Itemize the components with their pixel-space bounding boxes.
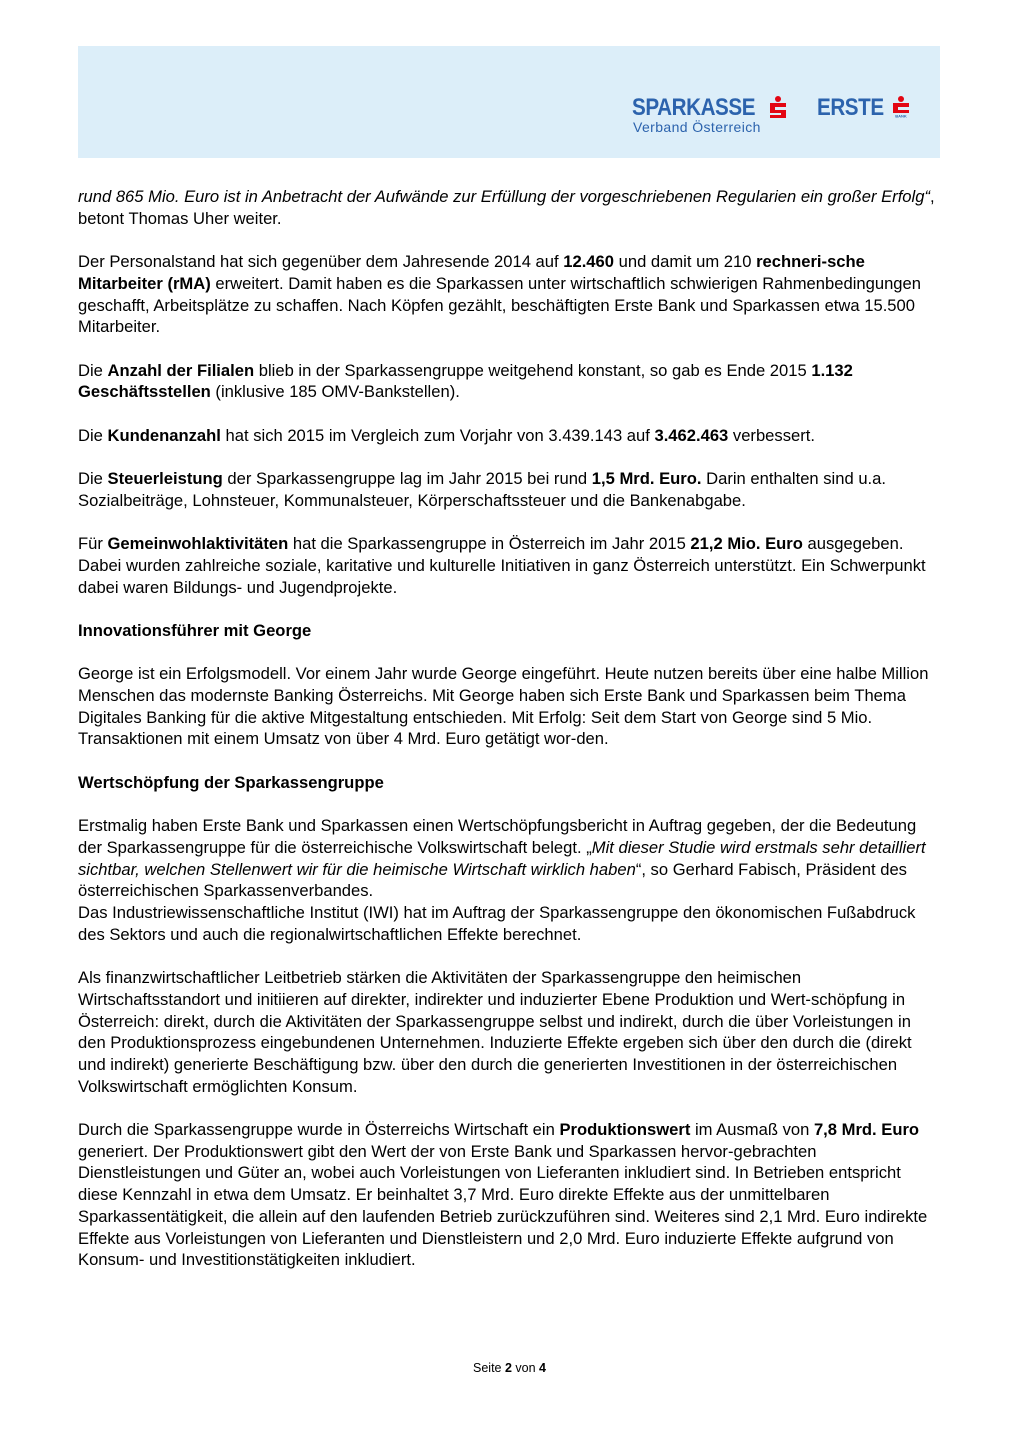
text-run: Das Industriewissenschaftliche Institut (IWI) hat im Auftrag der Sparkassengruppe den ökonomischen Fußabdruck des Sektors und auch die regionalwirtschaftlichen Effekte berechnet. <box>78 903 916 944</box>
paragraph-1 <box>78 186 941 229</box>
highlight-text: rechneri-sche Mitarbeiter (rMA) <box>78 252 865 293</box>
paragraph-2 <box>78 251 941 338</box>
text-run: Die <box>78 360 108 380</box>
text-run: “, so Gerhard Fabisch, Präsident des österreichischen Sparkassenverbandes. <box>78 859 907 901</box>
sparkasse-logo-subtitle: Verband Österreich <box>633 119 761 135</box>
highlight-text: 12.460 <box>563 252 614 272</box>
sparkasse-logo-word: SPARKASSE <box>632 94 756 121</box>
paragraph-7: George ist ein Erfolgsmodell. Vor einem Jahr wurde George eingeführt. Heute nutzen bereits über eine halbe Million Menschen das modernste Banking Österreichs. Mit George haben sich Erste Bank und Sparkassen beim Thema Digitales Banking für die aktive Mitgestaltung entschieden. Mit Erfolg: Seit dem Start von George sind 5 Mio. Transaktionen mit einem Umsatz von über 4 Mrd. Euro getätigt wor-den. <box>78 664 929 749</box>
text-run: Durch die Sparkassengruppe wurde in Österreichs Wirtschaft ein <box>78 1120 560 1140</box>
text-run: hat sich 2015 im Vergleich zum Vorjahr von 3.439.143 auf <box>220 425 655 445</box>
text-run: ausgegeben. Dabei wurden zahlreiche soziale, karitative und kulturelle Initiativen in ganz Österreich unterstützt. Ein Schwerpunkt dabei waren Bildungs- und Jugendprojekte. <box>78 534 926 597</box>
footer-text: Seite <box>473 1361 505 1375</box>
page-footer <box>0 1360 1019 1376</box>
quote-text: Mit dieser Studie wird erstmals sehr detailliert sichtbar, welchen Stellenwert wir für die heimische Wirtschaft wirklich haben <box>78 837 926 879</box>
paragraph-8 <box>78 815 941 945</box>
paragraph-3 <box>78 360 941 403</box>
document-body <box>78 186 941 1293</box>
text-run: Für <box>78 534 108 554</box>
highlight-text: Produktionswert <box>559 1120 691 1140</box>
highlight-text: Anzahl der Filialen <box>107 360 255 380</box>
highlight-text: 3.462.463 <box>654 425 729 445</box>
text-run: der Sparkassengruppe lag im Jahr 2015 bei rund <box>222 469 592 489</box>
erste-s-icon <box>893 96 909 118</box>
paragraph-10 <box>78 1119 941 1271</box>
erste-logo <box>817 94 909 124</box>
page-number-total: 4 <box>539 1361 546 1375</box>
sparkasse-s-icon <box>770 96 786 118</box>
text-run: Die <box>78 469 108 489</box>
highlight-text: 7,8 Mrd. Euro <box>813 1120 920 1140</box>
highlight-text: Gemeinwohlaktivitäten <box>107 534 289 554</box>
text-run: (inklusive 185 OMV-Bankstellen). <box>210 382 460 402</box>
header-band <box>78 46 940 158</box>
footer-text: von <box>511 1361 540 1375</box>
highlight-text: 1.132 Geschäftsstellen <box>78 360 853 402</box>
paragraph-9: Als finanzwirtschaftlicher Leitbetrieb stärken die Aktivitäten der Sparkassengruppe den heimischen Wirtschaftsstandort und initiieren auf direkter, indirekter und induzierter Ebene Produktion und Wert-schöpfung in Österreich: direkt, durch die Aktivitäten der Sparkassengruppe selbst und indirekt, durch die über Vorleistungen in den Produktionsprozess eingebundenen Unternehmen. Induzierte Effekte ergeben sich über den durch die (direkt und indirekt) generierte Beschäftigung bzw. über den durch die generierten Investitionen in der österreichischen Volkswirtschaft ermöglichten Konsum. <box>78 968 912 1096</box>
paragraph-6 <box>78 533 941 598</box>
paragraph-4 <box>78 425 941 447</box>
highlight-text: 21,2 Mio. Euro <box>690 534 803 554</box>
paragraph-5 <box>78 468 941 511</box>
erste-logo-bank-text: BANK <box>895 113 907 118</box>
highlight-text: Kundenanzahl <box>107 425 221 445</box>
text-run: Erstmalig haben Erste Bank und Sparkassen einen Wertschöpfungsbericht in Auftrag gegeben, der die Bedeutung der Sparkassengruppe für die österreichische Volkswirtschaft belegt. „ <box>78 816 917 857</box>
quote-text: rund 865 Mio. Euro ist in Anbetracht der Aufwände zur Erfüllung der vorgeschriebenen Regularien ein großer Erfolg“ <box>78 187 930 206</box>
page-number-current: 2 <box>504 1361 512 1375</box>
section-heading-george: Innovationsführer mit George <box>78 620 312 640</box>
text-run: Die <box>78 425 108 445</box>
text-run: verbessert. <box>728 425 815 445</box>
text-run: Der Personalstand hat sich gegenüber dem Jahresende 2014 auf <box>78 252 564 272</box>
text-run: generiert. Der Produktionswert gibt den Wert der von Erste Bank und Sparkassen hervor-gebrachten Dienstleistungen und Güter an, wobei auch Vorleistungen von Lieferanten inkludiert sind. In Betrieben entspricht diese Kennzahl in etwa dem Umsatz. Er beinhaltet 3,7 Mrd. Euro direkte Effekte aus der unmittelbaren Sparkassentätigkeit, die allein auf den laufenden Betrieb zurückzuführen sind. Weiteres sind 2,1 Mrd. Euro indirekte Effekte aus Vorleistungen von Lieferanten und Dienstleistern und 2,0 Mrd. Euro induzierte Effekte aufgrund von Konsum- und Investitionstätigkeiten inkludiert. <box>78 1141 928 1270</box>
sparkasse-logo <box>632 94 792 138</box>
text-run: , betont Thomas Uher weiter. <box>78 187 935 228</box>
text-run: und damit um 210 <box>614 252 757 272</box>
text-run: Darin enthalten sind u.a. Sozialbeiträge, Lohnsteuer, Kommunalsteuer, Körperschaftssteuer und die Bankenabgabe. <box>78 469 886 510</box>
highlight-text: 1,5 Mrd. Euro. <box>591 469 702 489</box>
text-run: hat die Sparkassengruppe in Österreich im Jahr 2015 <box>288 534 691 554</box>
text-run: im Ausmaß von <box>690 1120 814 1140</box>
erste-logo-word: ERSTE <box>817 94 884 121</box>
text-run: erweitert. Damit haben es die Sparkassen unter wirtschaftlich schwierigen Rahmenbedingungen geschafft, Arbeitsplätze zu schaffen. Nach Köpfen gezählt, beschäftigten Erste Bank und Sparkassen etwa 15.500 Mitarbeiter. <box>78 273 921 337</box>
text-run: blieb in der Sparkassengruppe weitgehend konstant, so gab es Ende 2015 <box>254 360 812 380</box>
section-heading-wertschoepfung: Wertschöpfung der Sparkassengruppe <box>78 772 384 792</box>
highlight-text: Steuerleistung <box>107 469 223 489</box>
